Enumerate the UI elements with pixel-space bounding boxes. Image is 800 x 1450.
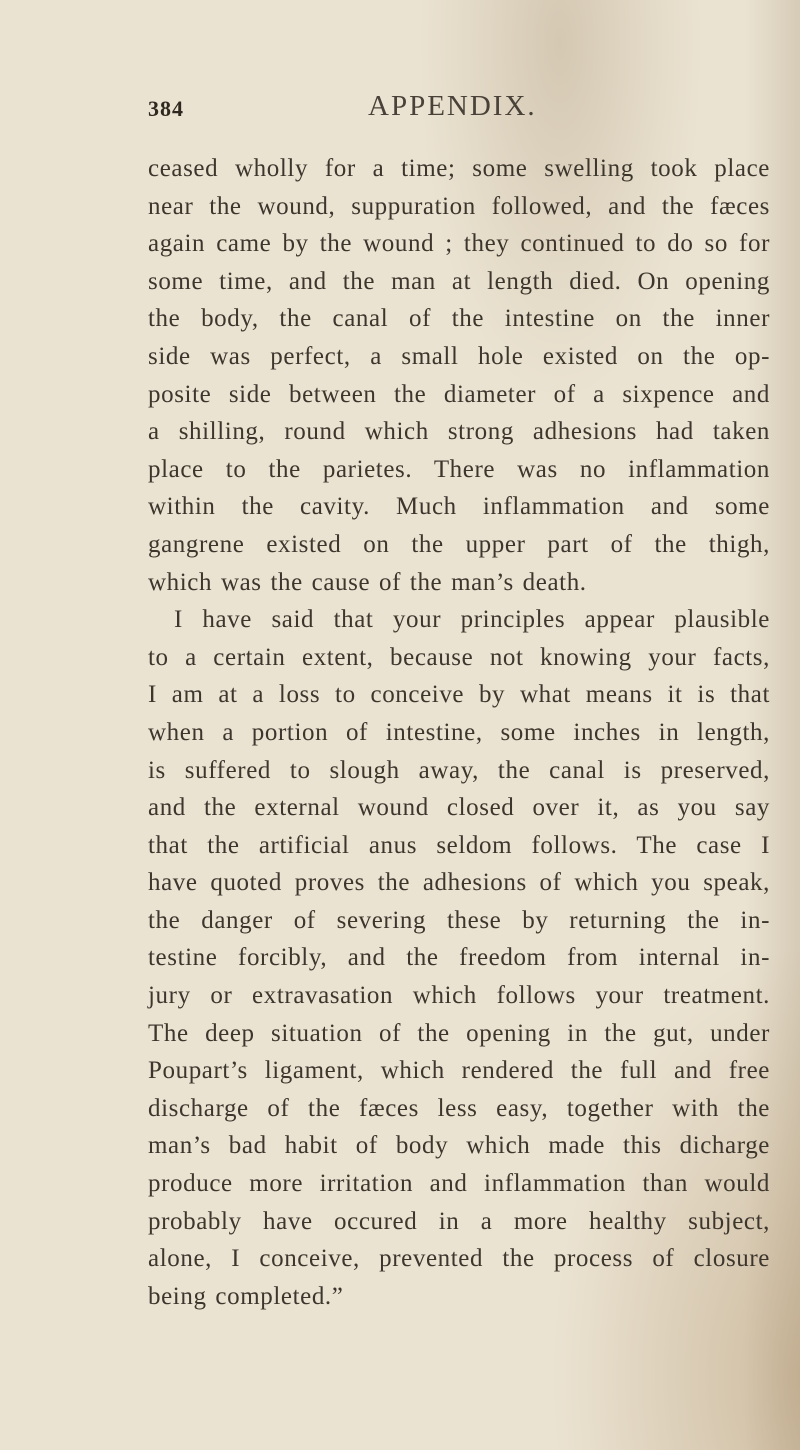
text-line: place to the parietes. There was no inflammation [148,455,770,483]
text-line: produce more irritation and inflammation than would [148,1170,770,1198]
text-line: when a portion of intestine, some inches in length, [148,718,770,746]
running-head [0,90,800,130]
text-line: Poupart’s ligament, which rendered the full and free [148,1057,770,1085]
text-line: have quoted proves the adhesions of which you speak, [148,869,770,897]
text-line: alone, I conceive, prevented the process of closure [148,1245,770,1273]
text-line: to a certain extent, because not knowing your facts, [148,643,770,671]
text-line: discharge of the fæces less easy, together with the [148,1094,770,1122]
text-line: jury or extravasation which follows your treatment. [148,982,770,1010]
text-line: which was the cause of the man’s death. [148,568,587,596]
text-line: posite side between the diameter of a sixpence and [148,380,770,408]
text-line: the body, the canal of the intestine on the inner [148,305,770,333]
text-line: side was perfect, a small hole existed on the op- [148,342,770,370]
text-line: near the wound, suppuration followed, and the fæces [148,192,770,220]
running-title: APPENDIX. [368,90,537,122]
paragraph-start-line: I have said that your principles appear plausible [174,606,770,634]
text-line: and the external wound closed over it, as you say [148,794,770,822]
text-line: the danger of severing these by returning the in- [148,906,770,934]
text-line: gangrene existed on the upper part of the thigh, [148,530,770,558]
text-line: again came by the wound ; they continued to do so for [148,230,770,258]
text-line: The deep situation of the opening in the gut, under [148,1019,770,1047]
text-line: being completed.” [148,1282,344,1310]
text-line: testine forcibly, and the freedom from internal in- [148,944,770,972]
text-line: ceased wholly for a time; some swelling took place [148,155,770,182]
text-line: that the artificial anus seldom follows. The case I [148,831,770,859]
text-line: I am at a loss to conceive by what means it is that [148,681,770,709]
text-line: man’s bad habit of body which made this dicharge [148,1132,770,1160]
text-line: probably have occured in a more healthy subject, [148,1207,770,1235]
text-line: some time, and the man at length died. On opening [148,267,770,295]
text-line: is suffered to slough away, the canal is preserved, [148,756,770,784]
text-line: within the cavity. Much inflammation and some [148,493,770,521]
body-text [148,150,770,1315]
text-line: a shilling, round which strong adhesions had taken [148,418,770,446]
page-number: 384 [148,96,184,121]
